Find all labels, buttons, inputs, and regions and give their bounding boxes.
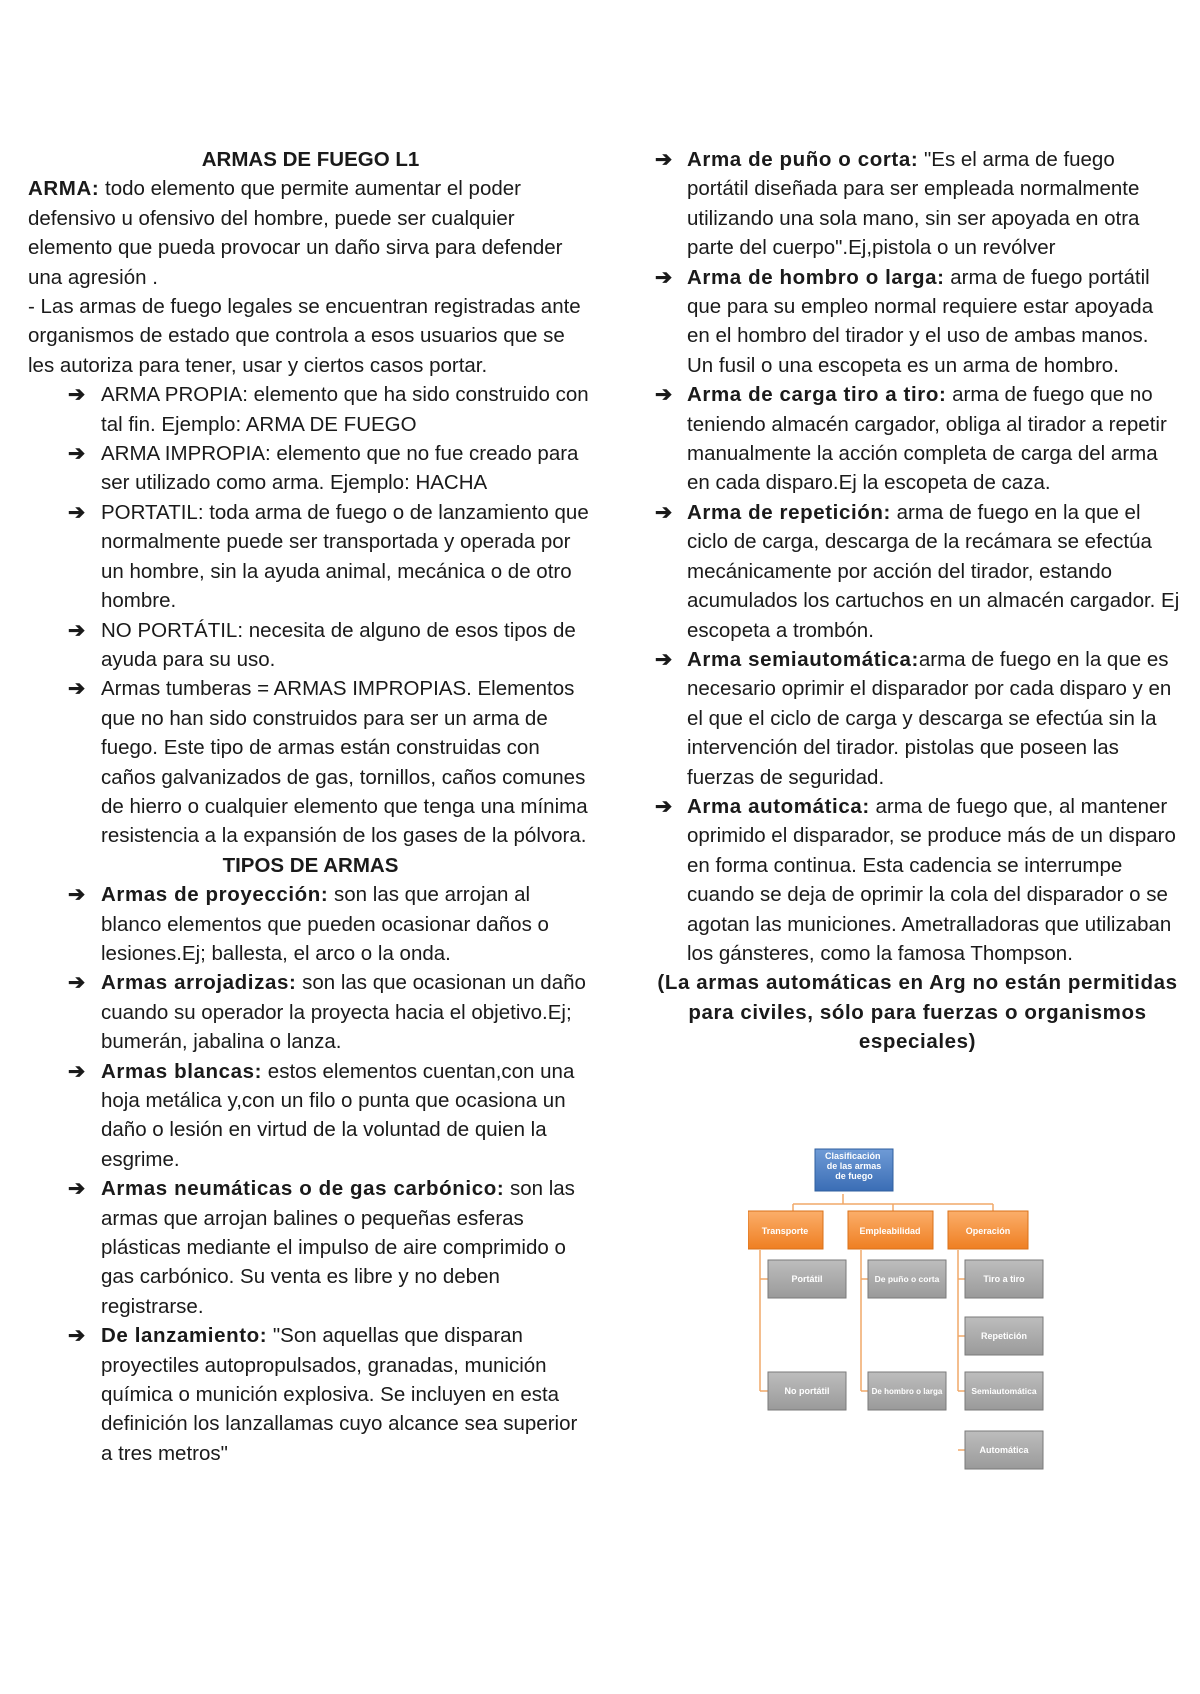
- list-item: ➔ Arma automática: arma de fuego que, al mantener oprimido el disparador, se produce más de un disparo en forma continua. Esta cadencia se interrumpe cuando se deja de oprimir la cola del disparador o se agotan las municiones. Ametralladoras que utilizaban los gánsteres, como la famosa Thompson.: [655, 792, 1180, 968]
- leaf-label: Portátil: [791, 1274, 823, 1284]
- list-item: ➔ Armas de proyección: son las que arrojan al blanco elementos que pueden ocasionar daños o lesiones.Ej; ballesta, el arco o la onda.: [28, 880, 593, 968]
- leaf-label: De puño o corta: [874, 1274, 940, 1284]
- list-item: ➔ Armas arrojadizas: son las que ocasionan un daño cuando su operador la proyecta hacia el objetivo.Ej; bumerán, jabalina o lanza.: [28, 968, 593, 1056]
- arma-def-text: todo elemento que permite aumentar el poder defensivo u ofensivo del hombre, puede ser cualquier elemento que pueda provocar un daño sirva para defender una agresión .: [28, 177, 563, 289]
- classification-diagram: [748, 1148, 1058, 1478]
- leaf-label: No portátil: [784, 1386, 830, 1396]
- category-label: Transporte: [761, 1226, 809, 1236]
- list-item: ➔ Arma de repetición: arma de fuego en la que el ciclo de carga, descarga de la recámara se efectúa mecánicamente por acción del tirador, estando acumulados los cartuchos en un almacén cargador. Ej escopeta a trombón.: [655, 498, 1180, 645]
- diagram-root-node: [815, 1149, 893, 1191]
- category-operacion: [948, 1211, 1028, 1249]
- arrow-icon: ➔: [68, 1177, 86, 1201]
- leaf-puno-corta: [868, 1260, 946, 1298]
- category-transporte: [748, 1211, 823, 1249]
- leaf-repeticion: [965, 1317, 1043, 1355]
- leaf-automatica: [965, 1431, 1043, 1469]
- arrow-icon: ➔: [655, 500, 673, 524]
- arrow-icon: ➔: [68, 883, 86, 907]
- arma-term: ARMA:: [28, 177, 100, 201]
- root-label-line: de las armas: [826, 1161, 882, 1171]
- category-empleabilidad: [848, 1211, 933, 1249]
- arrow-icon: ➔: [68, 383, 86, 407]
- root-label-line: de fuego: [835, 1171, 873, 1181]
- list-item: ➔ Armas tumberas = ARMAS IMPROPIAS. Elementos que no han sido construidos para ser un arma de fuego. Este tipo de armas están construidas con caños galvanizados de gas, tornillos, caños comunes de hierro o cualquier elemento que tenga una mínima resistencia a la expansión de los gases de la pólvora.: [28, 674, 593, 850]
- list-item: ➔ ARMA PROPIA: elemento que ha sido construido con tal fin. Ejemplo: ARMA DE FUEGO: [28, 380, 593, 439]
- leaf-label: Semiautomática: [971, 1386, 1037, 1396]
- arrow-icon: ➔: [655, 265, 673, 289]
- document-title: ARMAS DE FUEGO L1: [201, 148, 420, 171]
- leaf-label: Repetición: [980, 1331, 1028, 1341]
- tipos-list: [28, 880, 593, 1468]
- arrow-icon: ➔: [68, 500, 86, 524]
- leaf-label: Tiro a tiro: [983, 1274, 1025, 1284]
- leaf-tiro-a-tiro: [965, 1260, 1043, 1298]
- list-item: ➔ Arma de puño o corta: "Es el arma de fuego portátil diseñada para ser empleada normalmente utilizando una sola mano, sin ser apoyada en otra parte del cuerpo".Ej,pistola o un revólver: [655, 145, 1180, 263]
- arrow-icon: ➔: [68, 1059, 86, 1083]
- arrow-icon: ➔: [655, 647, 673, 671]
- arma-definition: [28, 174, 593, 292]
- arrow-icon: ➔: [68, 1324, 86, 1348]
- leaf-label: De hombro o larga: [871, 1387, 943, 1396]
- list-item: ➔ PORTATIL: toda arma de fuego o de lanzamiento que normalmente puede ser transportada y operada por un hombre, sin la ayuda animal, mecánica o de otro hombre.: [28, 498, 593, 616]
- list-item: ➔ Armas neumáticas o de gas carbónico: son las armas que arrojan balines o pequeñas esferas plásticas mediante el impulso de aire comprimido o gas carbónico. Su venta es libre y no deben registrarse.: [28, 1174, 593, 1321]
- category-label: Operación: [965, 1226, 1011, 1236]
- legal-paragraph: - Las armas de fuego legales se encuentran registradas ante organismos de estado que controla a esos usuarios que se les autoriza para tener, usar y ciertos casos portar.: [28, 295, 581, 377]
- arrow-icon: ➔: [68, 971, 86, 995]
- list-item: ➔ Armas blancas: estos elementos cuentan,con una hoja metálica y,con un filo o punta que ocasiona un daño o lesión en virtud de la voluntad de quien la esgrime.: [28, 1057, 593, 1175]
- list-item: ➔ NO PORTÁTIL: necesita de alguno de esos tipos de ayuda para su uso.: [28, 616, 593, 675]
- list-item: ➔ Arma de hombro o larga: arma de fuego portátil que para su empleo normal requiere estar apoyada en el hombro del tirador y el uso de ambas manos. Un fusil o una escopeta es un arma de hombro.: [655, 263, 1180, 381]
- automaticas-note: (La armas automáticas en Arg no están permitidas para civiles, sólo para fuerzas o organismos especiales): [657, 971, 1178, 1054]
- leaf-hombro-larga: [868, 1372, 946, 1410]
- arrow-icon: ➔: [68, 442, 86, 466]
- arrow-icon: ➔: [68, 677, 86, 701]
- leaf-label: Automática: [979, 1445, 1029, 1455]
- arrow-icon: ➔: [655, 148, 673, 171]
- clasificacion-list: [655, 145, 1180, 968]
- arrow-icon: ➔: [655, 383, 673, 407]
- right-column: [655, 145, 1180, 1057]
- category-label: Empleabilidad: [859, 1226, 921, 1236]
- left-column: [28, 145, 593, 1468]
- list-item: ➔ Arma semiautomática:arma de fuego en la que es necesario oprimir el disparador por cada disparo y en el que el ciclo de carga y descarga se efectúa sin la intervención del tirador. pistolas que poseen las fuerzas de seguridad.: [655, 645, 1180, 792]
- leaf-no-portatil: [768, 1372, 846, 1410]
- arrow-icon: ➔: [68, 618, 86, 642]
- tipos-heading: TIPOS DE ARMAS: [222, 853, 399, 877]
- list-item: ➔ De lanzamiento: "Son aquellas que disparan proyectiles autopropulsados, granadas, munición química o munición explosiva. Se incluyen en esta definición los lanzallamas cuyo alcance sea superior a tres metros": [28, 1321, 593, 1468]
- leaf-portatil: [768, 1260, 846, 1298]
- list-item: ➔ Arma de carga tiro a tiro: arma de fuego que no teniendo almacén cargador, obliga al tirador a repetir manualmente la acción completa de carga del arma en cada disparo.Ej la escopeta de caza.: [655, 380, 1180, 498]
- definitions-list: [28, 380, 593, 851]
- list-item: ➔ ARMA IMPROPIA: elemento que no fue creado para ser utilizado como arma. Ejemplo: HACHA: [28, 439, 593, 498]
- leaf-semiautomatica: [965, 1372, 1043, 1410]
- arrow-icon: ➔: [655, 794, 673, 818]
- root-label: Clasificación: [824, 1151, 881, 1161]
